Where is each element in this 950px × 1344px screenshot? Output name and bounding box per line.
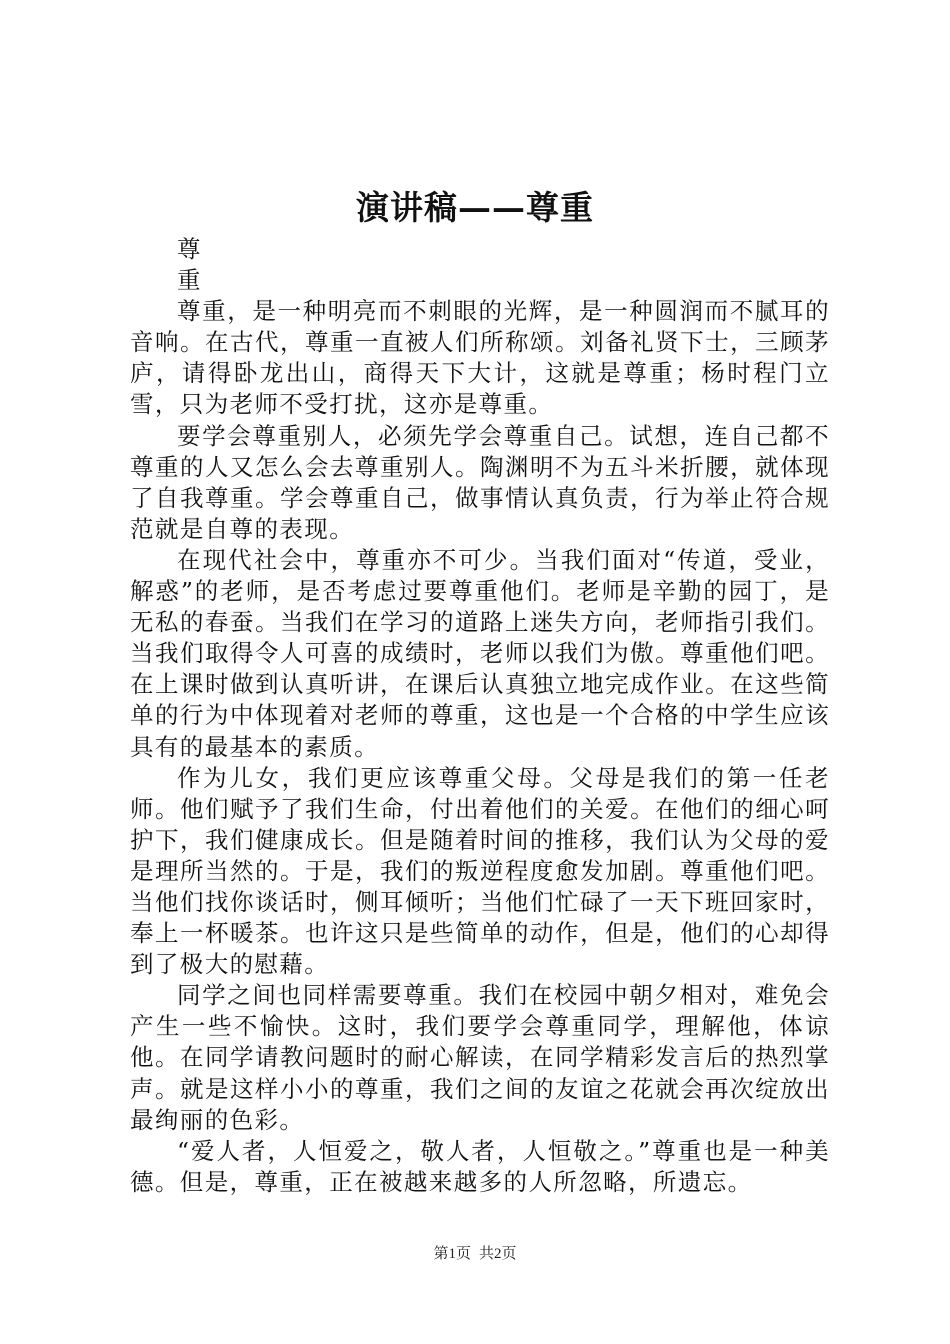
paragraph-teachers: 在现代社会中，尊重亦不可少。当我们面对“传道，受业，解惑”的老师，是否考虑过要尊重他们。老师是辛勤的园丁，是无私的春蚕。当我们在学习的道路上迷失方向，老师指引我们。当我们取得令人可喜的成绩时，老师以我们为傲。尊重他们吧。在上课时做到认真听讲，在课后认真独立地完成作业。在这些简单的行为中体现着对老师的尊重，这也是一个合格的中学生应该具有的最基本的素质。 xyxy=(130,545,830,761)
document-title: 演讲稿——尊重 xyxy=(356,188,594,227)
paragraph-heading-char-2: 重 xyxy=(177,266,202,295)
page-number: 第1页 xyxy=(433,1246,471,1262)
paragraph-intro: 尊重，是一种明亮而不刺眼的光辉，是一种圆润而不腻耳的音响。在古代，尊重一直被人们所称颂。刘备礼贤下士，三顾茅庐，请得卧龙出山，商得天下大计，这就是尊重；杨时程门立雪，只为老师不受打扰，这亦是尊重。 xyxy=(130,297,830,419)
document-body xyxy=(130,234,830,1198)
page-total: 共2页 xyxy=(479,1246,517,1262)
paragraph-heading-char-1: 尊 xyxy=(177,235,202,263)
paragraph-closing: “爱人者，人恒爱之，敬人者，人恒敬之。”尊重也是一种美德。但是，尊重，正在被越来越多的人所忽略，所遗忘。 xyxy=(130,1136,830,1196)
page-footer xyxy=(0,1244,950,1264)
paragraph-parents: 作为儿女，我们更应该尊重父母。父母是我们的第一任老师。他们赋予了我们生命，付出着他们的关爱。在他们的细心呵护下，我们健康成长。但是随着时间的推移，我们认为父母的爱是理所当然的。于是，我们的叛逆程度愈发加剧。尊重他们吧。当他们找你谈话时，侧耳倾听；当他们忙碌了一天下班回家时，奉上一杯暖茶。也许这只是些简单的动作，但是，他们的心却得到了极大的慰藉。 xyxy=(130,763,830,979)
paragraph-classmates: 同学之间也同样需要尊重。我们在校园中朝夕相对，难免会产生一些不愉快。这时，我们要学会尊重同学，理解他，体谅他。在同学请教问题时的耐心解读，在同学精彩发言后的热烈掌声。就是这样小小的尊重，我们之间的友谊之花就会再次绽放出最绚丽的色彩。 xyxy=(130,981,830,1134)
paragraph-self-respect: 要学会尊重别人，必须先学会尊重自己。试想，连自己都不尊重的人又怎么会去尊重别人。陶渊明不为五斗米折腰，就体现了自我尊重。学会尊重自己，做事情认真负责，行为举止符合规范就是自尊的表现。 xyxy=(130,421,830,543)
